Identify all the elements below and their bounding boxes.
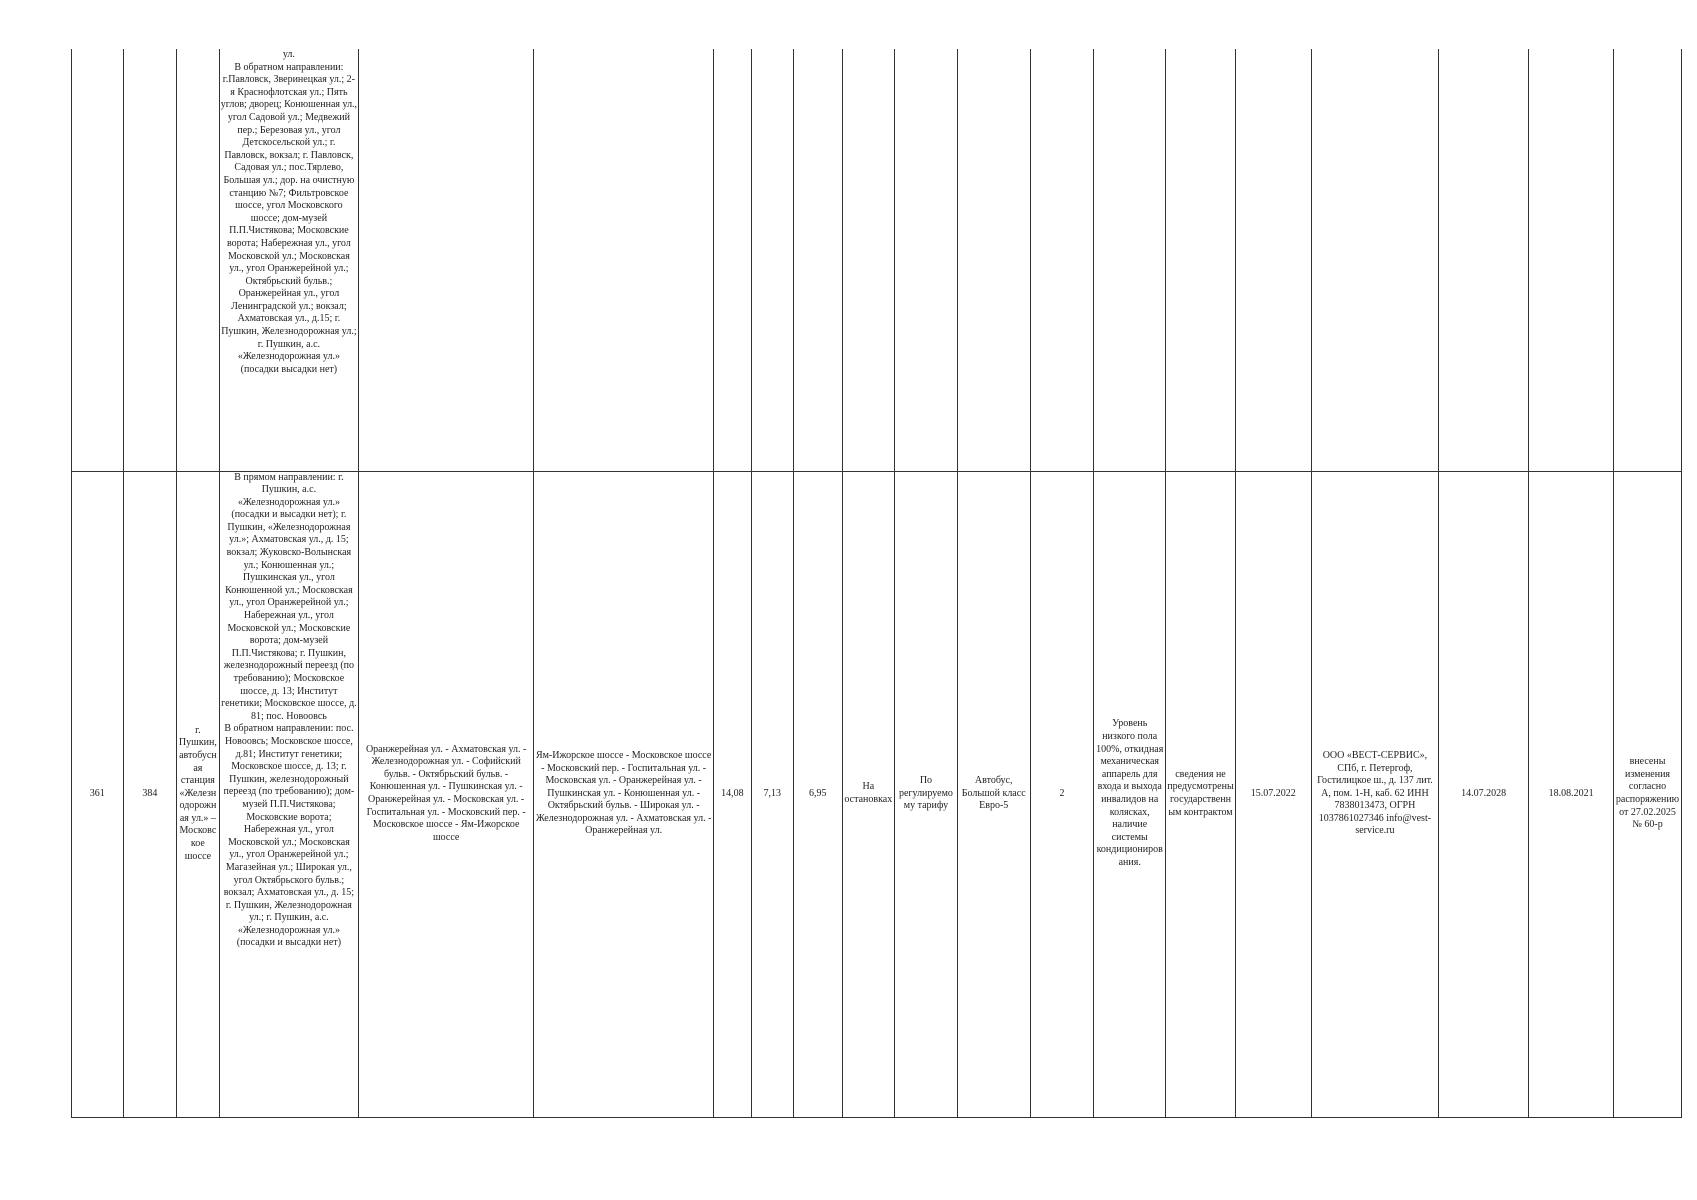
cell-reg-no: 361 (72, 471, 124, 1117)
cell-changes (1614, 49, 1682, 471)
cell-reg-date: 18.08.2021 (1529, 471, 1614, 1117)
cell-tariff: По регулируемому тарифу (895, 471, 958, 1117)
cell-length-total (714, 49, 751, 471)
cell-vehicle (957, 49, 1030, 471)
cell-carrier: ООО «ВЕСТ-СЕРВИС», СПб, г. Петергоф, Гостилицкое ш., д. 137 лит. А, пом. 1-Н, каб. 62 ИНН 7838013473, ОГРН 1037861027346 info@vest-service.ru (1311, 471, 1438, 1117)
cell-vehicle-count (1030, 49, 1094, 471)
cell-streets-backward (534, 49, 714, 471)
cell-route-no: 384 (123, 471, 177, 1117)
cell-route-name: г. Пушкин, автобусная станция «Железнодорожная ул.» – Московское шоссе (177, 471, 219, 1117)
cell-route-name (177, 49, 219, 471)
cell-vehicle: Автобус, Большой класс Евро-5 (957, 471, 1030, 1117)
cell-end-date: 14.07.2028 (1439, 471, 1529, 1117)
cell-route-stops: В прямом направлении: г. Пушкин, а.с. «Железнодорожная ул.» (посадки и высадки нет); г. Пушкин, «Железнодорожная ул.»; Ахматовская ул., д. 15; вокзал; Жуковско-Волынская ул.; Конюшенная ул.; Пушкинская ул., угол Конюшенной ул.; Московская ул., угол Оранжерейной ул.; Набережная ул., угол Московской ул.; Московские ворота; дом-музей П.П.Чистякова; г. Пушкин, железнодорожный переезд (по требованию); Московское шоссе, д. 13; Институт генетики; Московское шоссе, д. 81; пос. Новоовсь В обратном направлении: пос. Новоовсь; Московское шоссе, д.81; Институт генетики; Московское шоссе, д. 13; г. Пушкин, железнодорожный переезд (по требованию); дом-музей П.П.Чистякова; Московские ворота; Набережная ул., угол Московской ул.; Московская ул., угол Оранжерейной ул.; Магазейная ул.; Широкая ул., угол Октябрьского бульв.; вокзал; Ахматовская ул., д. 15; г. Пушкин, Железнодорожная ул.; г. Пушкин, а.с. «Железнодорожная ул.» (посадки и высадки нет) (219, 471, 359, 1117)
cell-end-date (1439, 49, 1529, 471)
table-row (72, 471, 1682, 1117)
cell-stop-order: На остановках (842, 471, 895, 1117)
cell-length-backward: 6,95 (794, 471, 843, 1117)
cell-length-forward: 7,13 (751, 471, 793, 1117)
cell-carrier (1311, 49, 1438, 471)
cell-changes: внесены изменения согласно распоряжению от 27.02.2025 № 60-р (1614, 471, 1682, 1117)
table-row (72, 49, 1682, 471)
cell-start-date: 15.07.2022 (1235, 471, 1311, 1117)
cell-route-no (123, 49, 177, 471)
cell-start-date (1235, 49, 1311, 471)
cell-stop-order (842, 49, 895, 471)
cell-route-stops: ул. В обратном направлении: г.Павловск, Зверинецкая ул.; 2-я Краснофлотская ул.; Пять углов; дворец; Конюшенная ул., угол Садовой ул.; Медвежий пер.; Березовая ул., угол Детскосельской ул.; г. Павловск, вокзал; г. Павловск, Садовая ул.; пос.Тярлево, Большая ул.; дор. на очистную станцию №7; Фильтровское шоссе, угол Московского шоссе; дом-музей П.П.Чистякова; Московские ворота; Набережная ул., угол Московской ул.; Московская ул., угол Оранжерейной ул.; Октябрьский бульв.; Оранжерейная ул., угол Ленинградской ул.; вокзал; Ахматовская ул., д.15; г. Пушкин, Железнодорожная ул.; г. Пушкин, а.с. «Железнодорожная ул.» (посадки высадки нет) (219, 49, 359, 471)
cell-length-forward (751, 49, 793, 471)
cell-streets-backward: Ям-Ижорское шоссе - Московское шоссе - Московский пер. - Госпитальная ул. - Московская ул. - Оранжерейная ул. - Пушкинская ул. - Конюшенная ул. - Октябрьский бульв. - Широкая ул. - Железнодорожная ул. - Ахматовская ул. - Оранжерейная ул. (534, 471, 714, 1117)
cell-length-backward (794, 49, 843, 471)
cell-vehicle-count: 2 (1030, 471, 1094, 1117)
cell-length-total: 14,08 (714, 471, 751, 1117)
cell-tariff (895, 49, 958, 471)
cell-vehicle-features: Уровень низкого пола 100%, откидная механическая аппарель для входа и выхода инвалидов на колясках, наличие системы кондиционирования. (1094, 471, 1166, 1117)
cell-contract (1166, 49, 1236, 471)
cell-contract: сведения не предусмотрены государственным контрактом (1166, 471, 1236, 1117)
cell-vehicle-features (1094, 49, 1166, 471)
cell-streets-forward: Оранжерейная ул. - Ахматовская ул. - Железнодорожная ул. - Софийский бульв. - Октябрьский бульв. - Конюшенная ул. - Пушкинская ул. - Оранжерейная ул. - Московская ул. - Госпитальная ул. - Московский пер. - Московское шоссе - Ям-Ижорское шоссе (359, 471, 534, 1117)
route-registry-table (71, 49, 1682, 1118)
cell-streets-forward (359, 49, 534, 471)
cell-reg-date (1529, 49, 1614, 471)
cell-reg-no (72, 49, 124, 471)
